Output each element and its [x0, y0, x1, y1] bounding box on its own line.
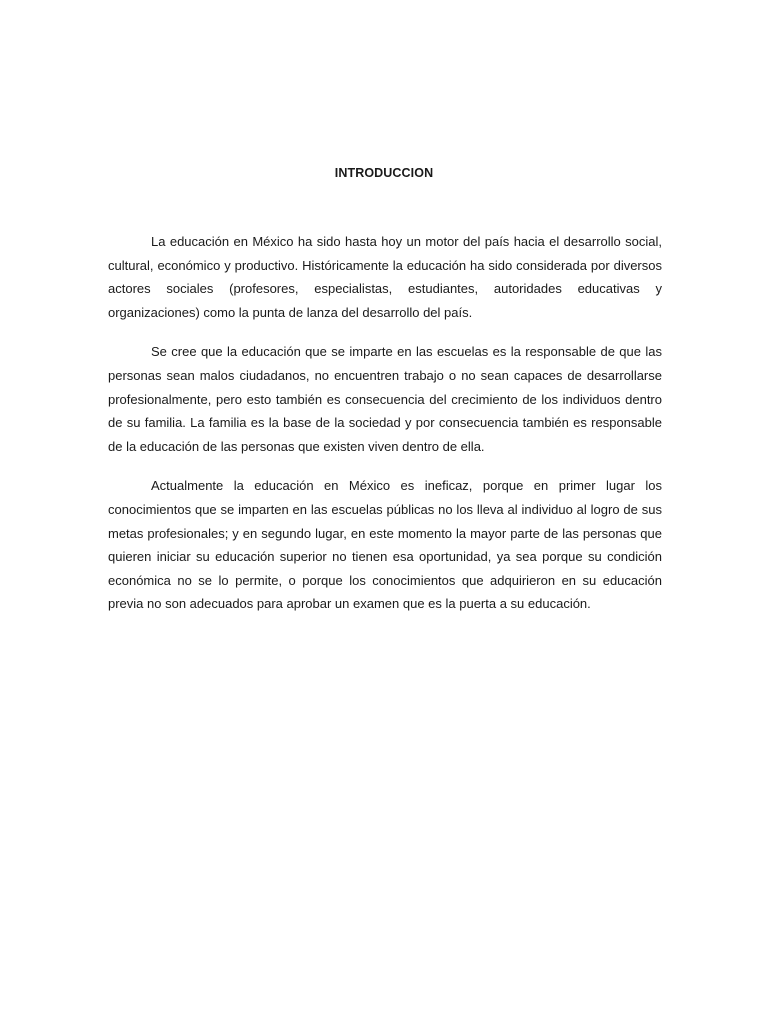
document-title: INTRODUCCION — [334, 166, 434, 180]
document-body — [108, 230, 662, 632]
paragraph-3: Actualmente la educación en México es ineficaz, porque en primer lugar los conocimientos que se imparten en las escuelas públicas no los lleva al individuo al logro de sus metas profesionales; y en segundo lugar, en este momento la mayor parte de las personas que quieren iniciar su educación superior no tienen esa oportunidad, ya sea porque su condición económica no se lo permite, o porque los conocimientos que adquirieron en su educación previa no son adecuados para aprobar un examen que es la puerta a su educación. — [108, 478, 662, 612]
paragraph-1: La educación en México ha sido hasta hoy un motor del país hacia el desarrollo social, cultural, económico y productivo. Históricamente la educación ha sido considerada por diversos actores sociales (profesores, especialistas, estudiantes, autoridades educativas y organizaciones) como la punta de lanza del desarrollo del país. — [108, 234, 662, 320]
paragraph-2: Se cree que la educación que se imparte en las escuelas es la responsable de que las personas sean malos ciudadanos, no encuentren trabajo o no sean capaces de desarrollarse profesionalmente, pero esto también es consecuencia del crecimiento de los individuos dentro de su familia. La familia es la base de la sociedad y por consecuencia también es responsable de la educación de las personas que existen viven dentro de ella. — [108, 344, 662, 454]
